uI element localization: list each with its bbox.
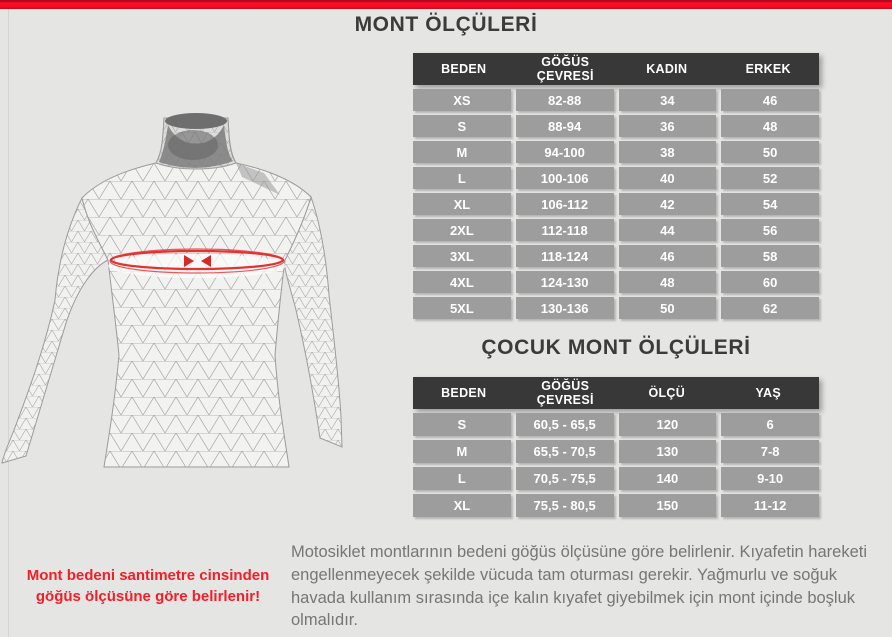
measurement-note: Mont bedeni santimetre cinsinden göğüs ölçüsüne göre belirlenir! [26,567,270,605]
table-cell: 112-118 [516,219,614,241]
table-cell: 50 [619,297,717,319]
table-cell: XL [413,193,511,215]
table-cell: 11-12 [721,494,819,517]
table-cell: 2XL [413,219,511,241]
table-cell: 50 [721,141,819,163]
table-row [413,440,819,463]
table-cell: 5XL [413,297,511,319]
page-title: MONT ÖLÇÜLERİ [354,13,538,36]
column-header: YAŞ [755,386,781,400]
table-cell: 48 [619,271,717,293]
table-cell: 46 [619,245,717,267]
table-row [413,141,819,163]
table-cell: 150 [619,494,717,517]
table-cell: 58 [721,245,819,267]
table-row [413,167,819,189]
table-cell: 48 [721,115,819,137]
table-cell: 60,5 - 65,5 [516,413,614,436]
table-header-row [413,377,819,409]
table-cell: 34 [619,89,717,111]
table-cell: 130-136 [516,297,614,319]
table-cell: 75,5 - 80,5 [516,494,614,517]
top-accent-bar [0,0,892,9]
table-cell: 42 [619,193,717,215]
table-cell: M [413,440,511,463]
table-cell: XL [413,494,511,517]
table-cell: 7-8 [721,440,819,463]
table-cell: 60 [721,271,819,293]
column-header: BEDEN [441,62,487,76]
table-row [413,271,819,293]
table-cell: 94-100 [516,141,614,163]
table-cell: 44 [619,219,717,241]
table-cell: 70,5 - 75,5 [516,467,614,490]
table-cell: 6 [721,413,819,436]
column-header: ÖLÇÜ [648,386,686,400]
torso-figure [0,55,346,483]
column-header: BEDEN [441,386,487,400]
table-cell: 40 [619,167,717,189]
table-cell: 88-94 [516,115,614,137]
table-row [413,297,819,319]
adult-size-table [413,53,819,323]
table-cell: 100-106 [516,167,614,189]
table-cell: M [413,141,511,163]
table-cell: S [413,413,511,436]
table-cell: 4XL [413,271,511,293]
table-cell: 130 [619,440,717,463]
table-row [413,467,819,490]
table-cell: S [413,115,511,137]
table-row [413,115,819,137]
table-cell: 3XL [413,245,511,267]
table-cell: 82-88 [516,89,614,111]
column-header: GÖĞÜS ÇEVRESİ [536,55,594,83]
torso-body [82,118,311,467]
child-table-title: ÇOCUK MONT ÖLÇÜLERİ [481,336,751,359]
table-cell: 52 [721,167,819,189]
column-header: KADIN [646,62,688,76]
table-cell: L [413,167,511,189]
table-cell: XS [413,89,511,111]
torso-wireframe-illustration [0,55,346,483]
table-cell: 36 [619,115,717,137]
table-cell: 118-124 [516,245,614,267]
table-cell: 9-10 [721,467,819,490]
column-header: ERKEK [745,62,791,76]
table-row [413,494,819,517]
table-cell: 38 [619,141,717,163]
table-cell: 56 [721,219,819,241]
table-row [413,219,819,241]
table-header-row [413,53,819,85]
left-arm [2,198,108,463]
table-row [413,89,819,111]
table-cell: 62 [721,297,819,319]
table-row [413,245,819,267]
child-size-table [413,377,819,521]
table-cell: 46 [721,89,819,111]
table-row [413,193,819,215]
sizing-description: Motosiklet montlarının bedeni göğüs ölçüsüne göre belirlenir. Kıyafetin hareketi engellenmeyecek şekilde vücuda tam oturması gerekir. Yağmurlu ve soğuk havada kullanım sırasında içe kalın kıyafet giyebilmek için mont içinde boşluk olmalıdır. [291,543,868,630]
table-cell: 106-112 [516,193,614,215]
table-cell: 120 [619,413,717,436]
table-cell: 54 [721,193,819,215]
table-cell: 124-130 [516,271,614,293]
table-cell: 65,5 - 70,5 [516,440,614,463]
table-row [413,413,819,436]
table-cell: 140 [619,467,717,490]
table-cell: L [413,467,511,490]
column-header: GÖĞÜS ÇEVRESİ [536,379,594,407]
